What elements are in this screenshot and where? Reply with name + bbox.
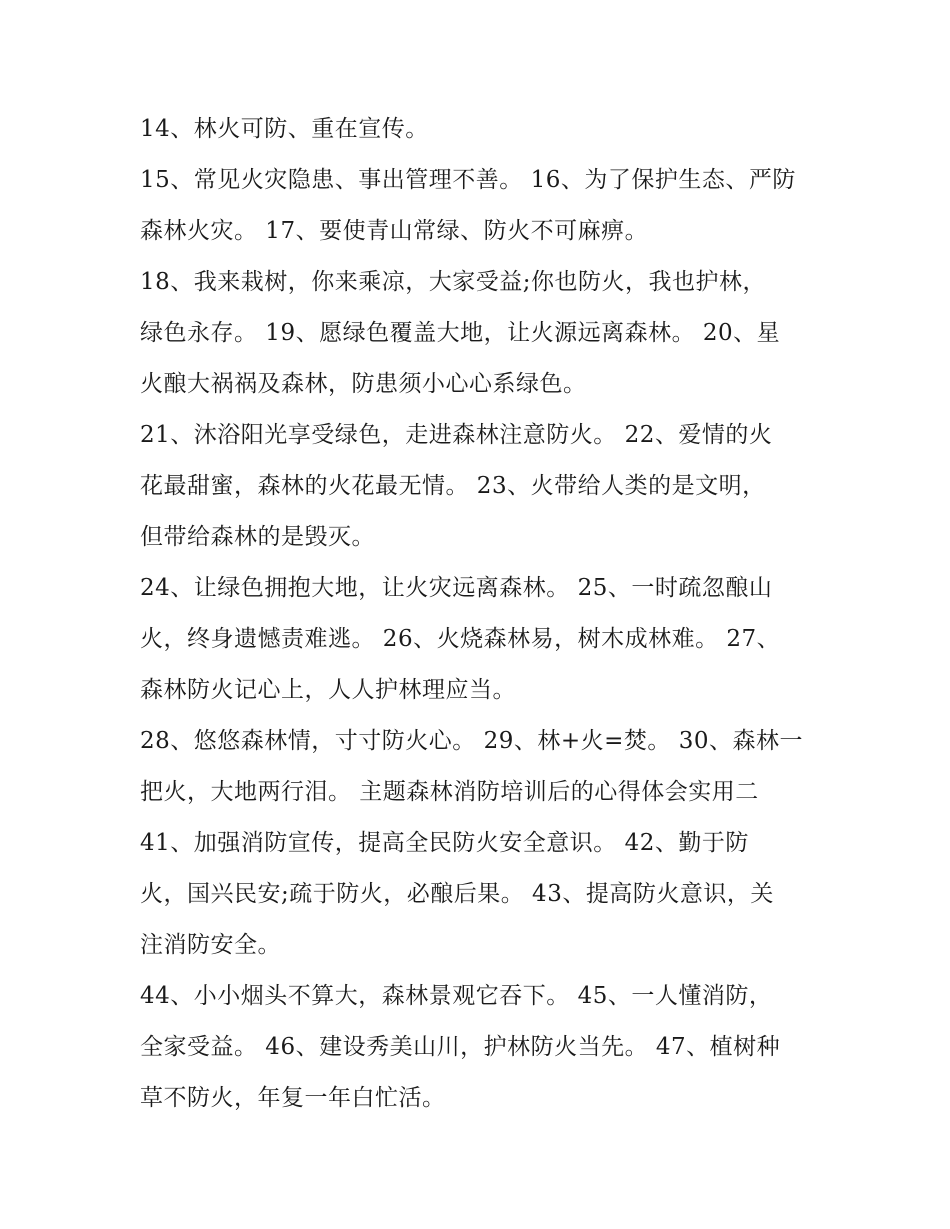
text-line: 24、让绿色拥抱大地，让火灾远离森林。 25、一时疏忽酿山 [140,575,773,601]
text-line: 44、小小烟头不算大，森林景观它吞下。 45、一人懂消防， [140,983,773,1009]
text-line: 火，国兴民安;疏于防火，必酿后果。 43、提高防火意识，关 [140,881,774,907]
text-line: 14、林火可防、重在宣传。 [140,116,429,142]
text-line: 森林防火记心上，人人护林理应当。 [140,677,516,703]
text-line: 森林火灾。 17、要使青山常绿、防火不可麻痹。 [140,218,649,244]
text-line: 草不防火，年复一年白忙活。 [140,1085,446,1111]
text-line: 注消防安全。 [140,932,281,958]
text-line: 花最甜蜜，森林的火花最无情。 23、火带给人类的是文明， [140,473,766,499]
text-line: 全家受益。 46、建设秀美山川，护林防火当先。 47、植树种 [140,1034,781,1060]
text-line: 火酿大祸祸及森林，防患须小心心系绿色。 [140,371,587,397]
text-line: 把火，大地两行泪。 主题森林消防培训后的心得体会实用二 [140,779,759,805]
text-line: 28、悠悠森林情，寸寸防火心。 29、林+火=焚。 30、森林一 [140,728,803,754]
text-line: 但带给森林的是毁灭。 [140,524,375,550]
text-line: 41、加强消防宣传，提高全民防火安全意识。 42、勤于防 [140,830,749,856]
text-line: 15、常见火灾隐患、事出管理不善。 16、为了保护生态、严防 [140,167,796,193]
text-line: 18、我来栽树，你来乘凉，大家受益;你也防火，我也护林， [140,269,767,295]
text-line: 21、沐浴阳光享受绿色，走进森林注意防火。 22、爱情的火 [140,422,773,448]
text-line: 绿色永存。 19、愿绿色覆盖大地，让火源远离森林。 20、星 [140,320,781,346]
text-line: 火，终身遗憾责难逃。 26、火烧森林易，树木成林难。 27、 [140,626,781,652]
